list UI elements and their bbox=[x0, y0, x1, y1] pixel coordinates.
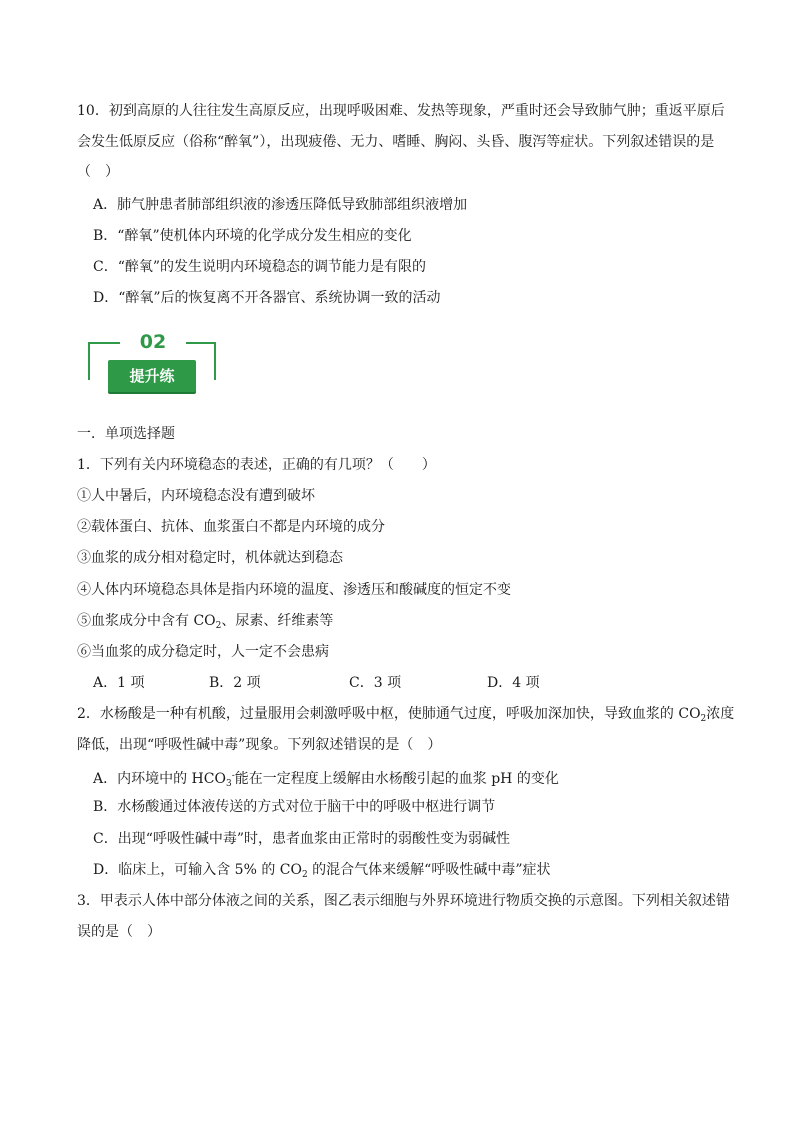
q2-stem-line1: 2．水杨酸是一种有机酸，过量服用会刺激呼吸中枢，使肺通气过度，呼吸加深加快，导致血浆的 $CO_2$浓度 bbox=[77, 706, 735, 724]
q2-stem-line2: 降低，出现“呼吸性碱中毒”现象。下列叙述错误的是（ ） bbox=[77, 737, 442, 753]
q2-option-c: C．出现“呼吸性碱中毒”时，患者血浆由正常时的弱酸性变为弱碱性 bbox=[93, 831, 511, 847]
q1-option-b: B．2 项 bbox=[209, 675, 261, 691]
q1-statement-3: ③血浆的成分相对稳定时，机体就达到稳态 bbox=[77, 550, 343, 566]
section-badge bbox=[88, 330, 220, 396]
q1-options bbox=[93, 673, 540, 693]
q1-option-c: C．3 项 bbox=[349, 675, 402, 691]
q3-stem-line1: 3．甲表示人体中部分体液之间的关系，图乙表示细胞与外界环境进行物质交换的示意图。下列相关叙述错 bbox=[77, 893, 730, 909]
q1-statement-1: ①人中暑后，内环境稳态没有遭到破坏 bbox=[77, 488, 315, 504]
q1-statement-5: ⑤血浆成分中含有 $CO_2$、尿素、纤维素等 bbox=[77, 613, 334, 631]
q3-stem-line2: 误的是（ ） bbox=[77, 924, 161, 940]
q10-stem-line1: 10．初到高原的人往往发生高原反应，出现呼吸困难、发热等现象，严重时还会导致肺气肿；重返平原后 bbox=[77, 103, 725, 119]
q10-option-a: A．肺气肿患者肺部组织液的渗透压降低导致肺部组织液增加 bbox=[93, 197, 468, 213]
q10-option-b: B．“醉氧”使机体内环境的化学成分发生相应的变化 bbox=[93, 228, 412, 244]
section-title: 一．单项选择题 bbox=[77, 426, 175, 442]
q10-option-d: D．“醉氧”后的恢复离不开各器官、系统协调一致的活动 bbox=[93, 290, 441, 306]
q2-option-d: D．临床上，可输入含 5% 的 $CO_2$ 的混合气体来缓解“呼吸性碱中毒”症状 bbox=[93, 862, 551, 880]
badge-number: 02 bbox=[120, 330, 186, 354]
q1-statement-2: ②载体蛋白、抗体、血浆蛋白不都是内环境的成分 bbox=[77, 519, 385, 535]
q1-statement-6: ⑥当血浆的成分稳定时，人一定不会患病 bbox=[77, 644, 329, 660]
q10-option-c: C．“醉氧”的发生说明内环境稳态的调节能力是有限的 bbox=[93, 259, 427, 275]
q10-stem-line2: 会发生低原反应（俗称“醉氧”），出现疲倦、无力、嗜睡、胸闷、头昏、腹泻等症状。下列叙述错误的是 bbox=[77, 134, 715, 150]
q2-option-a: A．内环境中的 $HCO_3^-$能在一定程度上缓解由水杨酸引起的血浆 pH 的变化 bbox=[93, 771, 559, 789]
q10-stem-line3: （ ） bbox=[77, 164, 119, 180]
badge-label: 提升练 bbox=[108, 360, 196, 392]
q1-stem: 1．下列有关内环境稳态的表述，正确的有几项？（ ） bbox=[77, 457, 436, 473]
q2-option-b: B．水杨酸通过体液传送的方式对位于脑干中的呼吸中枢进行调节 bbox=[93, 799, 496, 815]
q1-statement-4: ④人体内环境稳态具体是指内环境的温度、渗透压和酸碱度的恒定不变 bbox=[77, 582, 511, 598]
q1-option-d: D．4 项 bbox=[487, 675, 540, 691]
q1-option-a: A．1 项 bbox=[93, 675, 145, 691]
